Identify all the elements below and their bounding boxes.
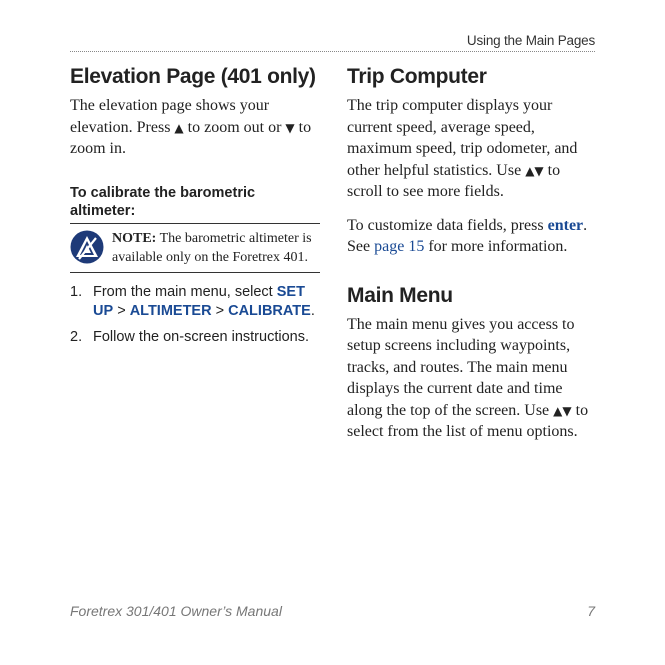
calibrate-heading: To calibrate the barometric altimeter: [70, 184, 256, 219]
elevation-page-title: Elevation Page (401 only) [70, 65, 316, 88]
note-label: NOTE: [112, 230, 157, 246]
enter-key-label: enter [547, 216, 584, 234]
main-menu-title: Main Menu [347, 283, 453, 307]
step-number: 1. [70, 283, 83, 300]
step-1-prefix: From the main menu, select [93, 283, 273, 300]
trip-more-info-text: for more information. [428, 238, 568, 255]
trip-see-text: . See [347, 216, 588, 255]
note-text [112, 229, 320, 268]
step-2 [70, 328, 320, 347]
step-1 [70, 283, 320, 321]
step-number: 2. [70, 328, 83, 345]
menu-altimeter-label: ALTIMETER [129, 302, 212, 319]
trip-text-2: to scroll to see more fields. [347, 161, 561, 200]
note-icon [70, 230, 104, 264]
trip-computer-title: Trip Computer [347, 65, 487, 88]
trip-paragraph-1 [347, 95, 597, 203]
note-box [70, 223, 320, 273]
trip-paragraph-2 [347, 215, 597, 258]
footer-manual-title: Foretrex 301/401 Owner’s Manual [70, 603, 282, 619]
elevation-text-2: to zoom out or [187, 118, 282, 136]
step-1-suffix: . [310, 302, 315, 319]
main-menu-paragraph [347, 314, 597, 443]
elevation-paragraph [70, 95, 320, 160]
trip-text-1: The trip computer displays your current speed, average speed, maximum speed, trip odometer, and other helpful statistics. Use [347, 97, 578, 179]
right-column [347, 64, 597, 443]
menu-setup-label: SET UP [93, 283, 305, 319]
up-arrow-icon: ▲ [553, 403, 563, 418]
elevation-text-3: to zoom in. [70, 118, 312, 157]
down-arrow-icon: ▼ [534, 163, 544, 178]
left-column [70, 64, 320, 354]
footer-page-number: 7 [587, 603, 595, 619]
header-rule [70, 51, 595, 52]
menu-text-1: The main menu gives you access to setup screens including waypoints, tracks, and routes. The main menu displays the current date and time along the top of the screen. Use [347, 315, 575, 419]
menu-calibrate-label: CALIBRATE [228, 302, 311, 319]
step-2-text: Follow the on-screen instructions. [93, 328, 309, 345]
trip-customize-text: To customize data fields, press [347, 216, 544, 234]
up-arrow-icon: ▲ [525, 163, 535, 178]
down-arrow-icon: ▼ [285, 120, 295, 135]
menu-separator: > [117, 302, 126, 319]
note-body: The barometric altimeter is available only on the Foretrex 401. [112, 230, 312, 265]
menu-separator: > [215, 302, 225, 319]
elevation-text-1: The elevation page shows your elevation. Press [70, 97, 270, 136]
menu-text-2: to select from the list of menu options. [347, 401, 589, 440]
down-arrow-icon: ▼ [562, 403, 572, 418]
page-15-link[interactable]: page 15 [374, 238, 425, 255]
calibrate-steps [70, 283, 320, 347]
up-arrow-icon: ▲ [174, 120, 184, 135]
running-head: Using the Main Pages [466, 33, 595, 48]
